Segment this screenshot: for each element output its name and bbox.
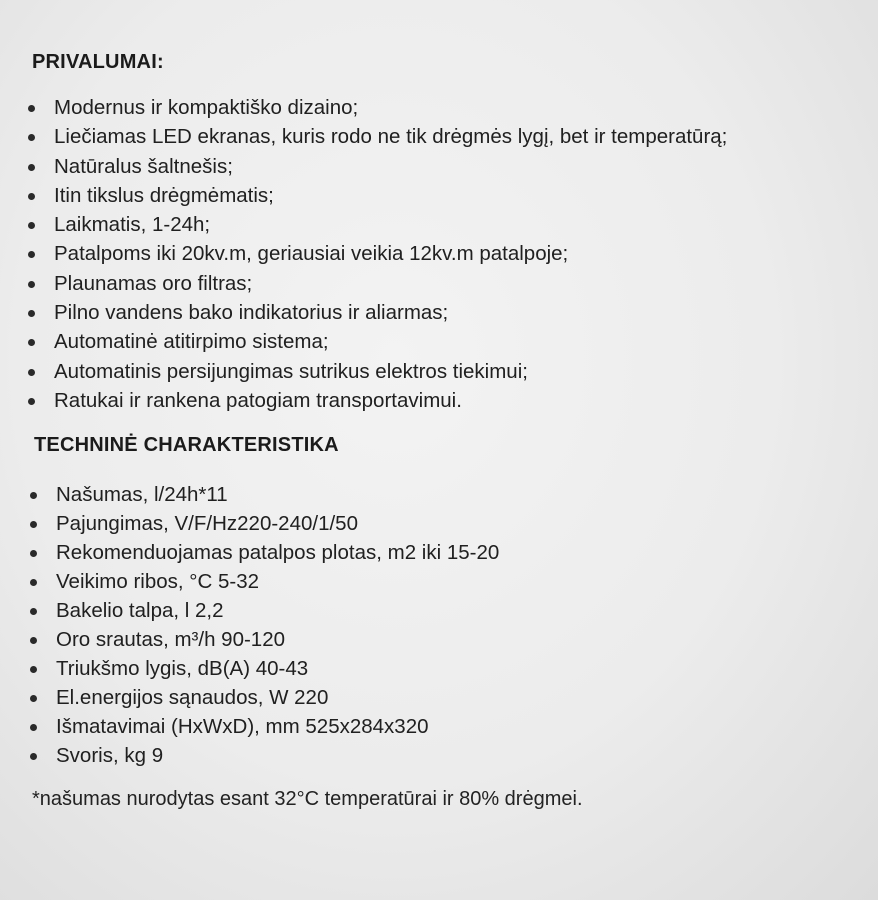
list-item: Bakelio talpa, l 2,2 (30, 596, 499, 625)
list-item: Itin tikslus drėgmėmatis; (28, 181, 727, 210)
list-item: Natūralus šaltnešis; (28, 152, 727, 181)
list-item: Ratukai ir rankena patogiam transportavimui. (28, 386, 727, 415)
footnote: *našumas nurodytas esant 32°C temperatūrai ir 80% drėgmei. (32, 788, 583, 810)
list-item: Automatinė atitirpimo sistema; (28, 327, 727, 356)
specs-list (30, 480, 499, 770)
list-item: Laikmatis, 1-24h; (28, 210, 727, 239)
advantages-heading: PRIVALUMAI: (32, 51, 164, 73)
list-item: Automatinis persijungimas sutrikus elektros tiekimui; (28, 357, 727, 386)
list-item: Našumas, l/24h*11 (30, 480, 499, 509)
list-item: Veikimo ribos, °C 5-32 (30, 567, 499, 596)
list-item: Rekomenduojamas patalpos plotas, m2 iki 15-20 (30, 538, 499, 567)
list-item: Svoris, kg 9 (30, 741, 499, 770)
list-item: Išmatavimai (HxWxD), mm 525x284x320 (30, 712, 499, 741)
list-item: Oro srautas, m³/h 90-120 (30, 625, 499, 654)
list-item: El.energijos sąnaudos, W 220 (30, 683, 499, 712)
advantages-list (28, 93, 727, 415)
list-item: Triukšmo lygis, dB(A) 40-43 (30, 654, 499, 683)
list-item: Modernus ir kompaktiško dizaino; (28, 93, 727, 122)
list-item: Pajungimas, V/F/Hz220-240/1/50 (30, 509, 499, 538)
list-item: Pilno vandens bako indikatorius ir aliarmas; (28, 298, 727, 327)
list-item: Liečiamas LED ekranas, kuris rodo ne tik drėgmės lygį, bet ir temperatūrą; (28, 122, 727, 151)
list-item: Plaunamas oro filtras; (28, 269, 727, 298)
list-item: Patalpoms iki 20kv.m, geriausiai veikia 12kv.m patalpoje; (28, 239, 727, 268)
specs-heading: TECHNINĖ CHARAKTERISTIKA (34, 434, 339, 456)
